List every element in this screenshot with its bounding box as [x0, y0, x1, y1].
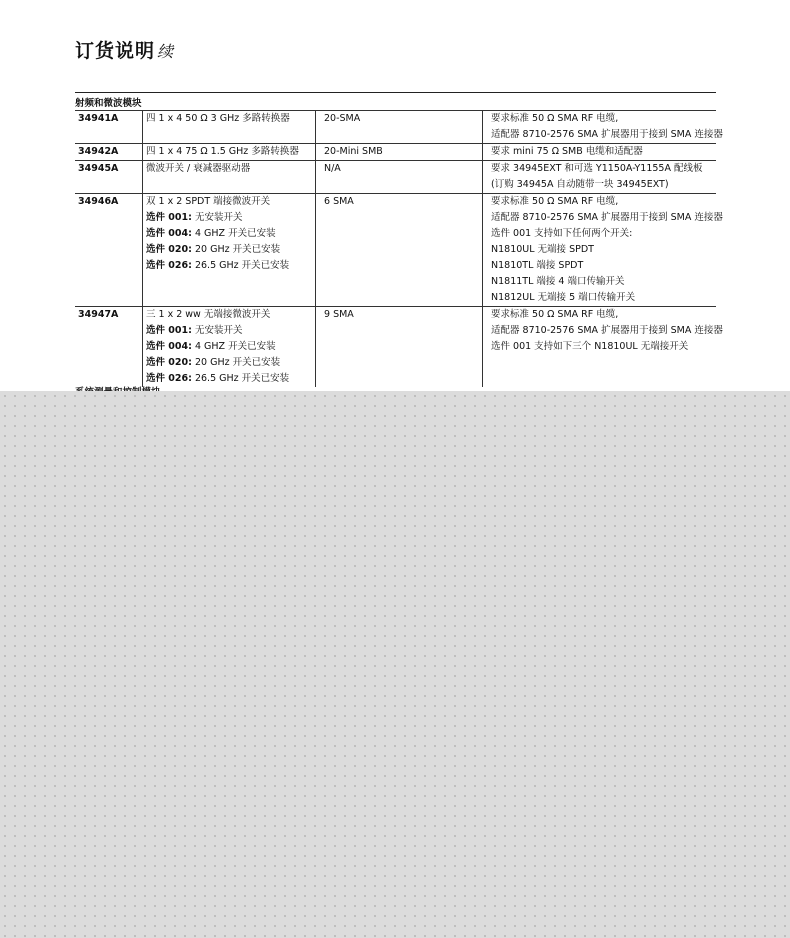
note-line: 选件 001 支持如下三个 N1810UL 无端接开关 [491, 341, 689, 352]
connector-type: 20-Mini SMB [316, 144, 483, 161]
ordering-table [75, 110, 723, 387]
option-line: 选件 001: 无安装开关 [146, 212, 243, 223]
module-notes [483, 307, 723, 388]
table-row [75, 144, 716, 161]
note-line: 要求标准 50 Ω SMA RF 电缆, [491, 113, 619, 124]
module-description: 四 1 x 4 75 Ω 1.5 GHz 多路转换器 [143, 144, 316, 161]
note-line: 要求 34945EXT 和可选 Y1150A-Y1155A 配线板 [491, 163, 703, 174]
note-line: 要求标准 50 Ω SMA RF 电缆, [491, 309, 619, 320]
module-notes [483, 194, 723, 307]
module-description: 微波开关 / 衰减器驱动器 [143, 161, 316, 194]
option-line: 选件 026: 26.5 GHz 开关已安装 [146, 260, 290, 271]
option-line: 选件 004: 4 GHZ 开关已安装 [146, 228, 276, 239]
document-page [0, 0, 790, 391]
model-number: 34946A [75, 194, 143, 307]
note-line: (订购 34945A 自动随带一块 34945EXT) [491, 179, 669, 190]
model-number: 34947A [75, 307, 143, 388]
note-line: N1810TL 端接 SPDT [491, 260, 584, 271]
section-divider [75, 92, 716, 93]
module-description: 三 1 x 2 ww 无端接微波开关 选件 001: 无安装开关 选件 004: 4 GHZ 开关已安装 选件 020: 20 GHz 开关已安装 选件 026: 26.5 GHz 开关已安装 [143, 307, 316, 388]
note-line: N1810UL 无端接 SPDT [491, 244, 594, 255]
connector-type: 9 SMA [316, 307, 483, 388]
table-row [75, 194, 716, 307]
model-number: 34941A [75, 111, 143, 144]
note-line: N1812UL 无端接 5 端口传输开关 [491, 292, 636, 303]
module-notes [483, 111, 723, 144]
page-title-text: 订货说明 [75, 40, 156, 62]
module-notes [483, 144, 717, 161]
table-row [75, 307, 716, 388]
option-line: 选件 020: 20 GHz 开关已安装 [146, 357, 281, 368]
note-line: 选件 001 支持如下任何两个开关: [491, 228, 633, 239]
table-row [75, 111, 716, 144]
section-heading: 射频和微波模块 [75, 98, 142, 109]
model-number: 34942A [75, 144, 143, 161]
note-line: N1811TL 端接 4 端口传输开关 [491, 276, 625, 287]
connector-type: N/A [316, 161, 483, 194]
connector-type: 6 SMA [316, 194, 483, 307]
note-line: 适配器 8710-2576 SMA 扩展器用于接到 SMA 连接器 [491, 325, 723, 336]
module-notes [483, 161, 717, 194]
option-line: 选件 026: 26.5 GHz 开关已安装 [146, 373, 290, 384]
note-line: 要求标准 50 Ω SMA RF 电缆, [491, 196, 619, 207]
table-row [75, 161, 716, 194]
option-line: 选件 020: 20 GHz 开关已安装 [146, 244, 281, 255]
blank-backdrop [0, 391, 790, 938]
option-line: 选件 001: 无安装开关 [146, 325, 243, 336]
connector-type: 20-SMA [316, 111, 483, 144]
note-line: 要求 mini 75 Ω SMB 电缆和适配器 [491, 146, 643, 157]
page-title-suffix: 续 [157, 42, 175, 61]
model-number: 34945A [75, 161, 143, 194]
page-title [75, 36, 174, 63]
note-line: 适配器 8710-2576 SMA 扩展器用于接到 SMA 连接器 [491, 129, 723, 140]
option-line: 选件 004: 4 GHZ 开关已安装 [146, 341, 276, 352]
module-description: 四 1 x 4 50 Ω 3 GHz 多路转换器 [143, 111, 316, 144]
module-description: 双 1 x 2 SPDT 端接微波开关 选件 001: 无安装开关 选件 004: 4 GHZ 开关已安装 选件 020: 20 GHz 开关已安装 选件 026: 26.5 GHz 开关已安装 [143, 194, 316, 307]
note-line: 适配器 8710-2576 SMA 扩展器用于接到 SMA 连接器 [491, 212, 723, 223]
